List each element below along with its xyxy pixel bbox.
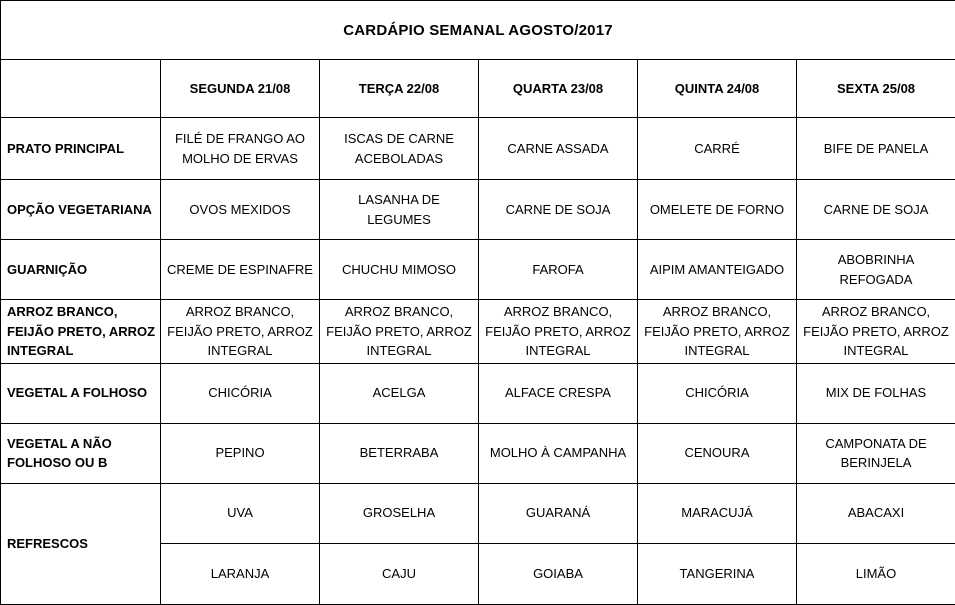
menu-cell: MIX DE FOLHAS xyxy=(797,363,955,423)
menu-cell: LASANHA DE LEGUMES xyxy=(320,180,479,240)
menu-cell: FILÉ DE FRANGO AO MOLHO DE ERVAS xyxy=(161,118,320,180)
row-label-guarnicao: GUARNIÇÃO xyxy=(1,240,161,300)
day-header-wednesday: QUARTA 23/08 xyxy=(479,60,638,118)
menu-cell: MOLHO À CAMPANHA xyxy=(479,423,638,483)
row-label-vegetal-nao-folhoso: VEGETAL A NÃO FOLHOSO OU B xyxy=(1,423,161,483)
menu-cell: ARROZ BRANCO, FEIJÃO PRETO, ARROZ INTEGRAL xyxy=(320,300,479,364)
table-row xyxy=(1,423,955,483)
menu-cell: ALFACE CRESPA xyxy=(479,363,638,423)
table-row xyxy=(1,118,955,180)
menu-cell: FAROFA xyxy=(479,240,638,300)
menu-cell: ACELGA xyxy=(320,363,479,423)
row-label-arroz-feijao: ARROZ BRANCO, FEIJÃO PRETO, ARROZ INTEGRAL xyxy=(1,300,161,364)
menu-cell: CARNE DE SOJA xyxy=(479,180,638,240)
row-label-vegetal-folhoso: VEGETAL A FOLHOSO xyxy=(1,363,161,423)
menu-cell: OMELETE DE FORNO xyxy=(638,180,797,240)
table-row xyxy=(1,240,955,300)
menu-cell: OVOS MEXIDOS xyxy=(161,180,320,240)
menu-cell: BETERRABA xyxy=(320,423,479,483)
table-row xyxy=(1,180,955,240)
day-header-friday: SEXTA 25/08 xyxy=(797,60,955,118)
menu-cell: MARACUJÁ xyxy=(638,483,797,543)
menu-cell: GUARANÁ xyxy=(479,483,638,543)
row-label-refrescos: REFRESCOS xyxy=(1,483,161,604)
menu-cell: GOIABA xyxy=(479,543,638,604)
page-title: CARDÁPIO SEMANAL AGOSTO/2017 xyxy=(1,1,955,60)
menu-cell: ABACAXI xyxy=(797,483,955,543)
menu-cell: CARNE ASSADA xyxy=(479,118,638,180)
row-label-opcao-vegetariana: OPÇÃO VEGETARIANA xyxy=(1,180,161,240)
menu-cell: CAJU xyxy=(320,543,479,604)
table-row xyxy=(1,363,955,423)
menu-cell: BIFE DE PANELA xyxy=(797,118,955,180)
corner-cell xyxy=(1,60,161,118)
menu-cell: ISCAS DE CARNE ACEBOLADAS xyxy=(320,118,479,180)
menu-cell: ARROZ BRANCO, FEIJÃO PRETO, ARROZ INTEGRAL xyxy=(161,300,320,364)
table-row xyxy=(1,300,955,364)
menu-cell: CARRÉ xyxy=(638,118,797,180)
table-row xyxy=(1,483,955,543)
menu-cell: ARROZ BRANCO, FEIJÃO PRETO, ARROZ INTEGRAL xyxy=(638,300,797,364)
menu-cell: LIMÃO xyxy=(797,543,955,604)
menu-cell: CENOURA xyxy=(638,423,797,483)
menu-cell: UVA xyxy=(161,483,320,543)
menu-cell: CHICÓRIA xyxy=(161,363,320,423)
day-header-monday: SEGUNDA 21/08 xyxy=(161,60,320,118)
menu-cell: ARROZ BRANCO, FEIJÃO PRETO, ARROZ INTEGRAL xyxy=(479,300,638,364)
menu-cell: CAMPONATA DE BERINJELA xyxy=(797,423,955,483)
menu-cell: GROSELHA xyxy=(320,483,479,543)
menu-cell: AIPIM AMANTEIGADO xyxy=(638,240,797,300)
menu-cell: CHICÓRIA xyxy=(638,363,797,423)
menu-cell: TANGERINA xyxy=(638,543,797,604)
day-header-tuesday: TERÇA 22/08 xyxy=(320,60,479,118)
row-label-prato-principal: PRATO PRINCIPAL xyxy=(1,118,161,180)
menu-cell: CHUCHU MIMOSO xyxy=(320,240,479,300)
menu-cell: CARNE DE SOJA xyxy=(797,180,955,240)
menu-cell: CREME DE ESPINAFRE xyxy=(161,240,320,300)
menu-cell: ABOBRINHA REFOGADA xyxy=(797,240,955,300)
menu-cell: ARROZ BRANCO, FEIJÃO PRETO, ARROZ INTEGRAL xyxy=(797,300,955,364)
menu-cell: LARANJA xyxy=(161,543,320,604)
menu-cell: PEPINO xyxy=(161,423,320,483)
day-header-thursday: QUINTA 24/08 xyxy=(638,60,797,118)
